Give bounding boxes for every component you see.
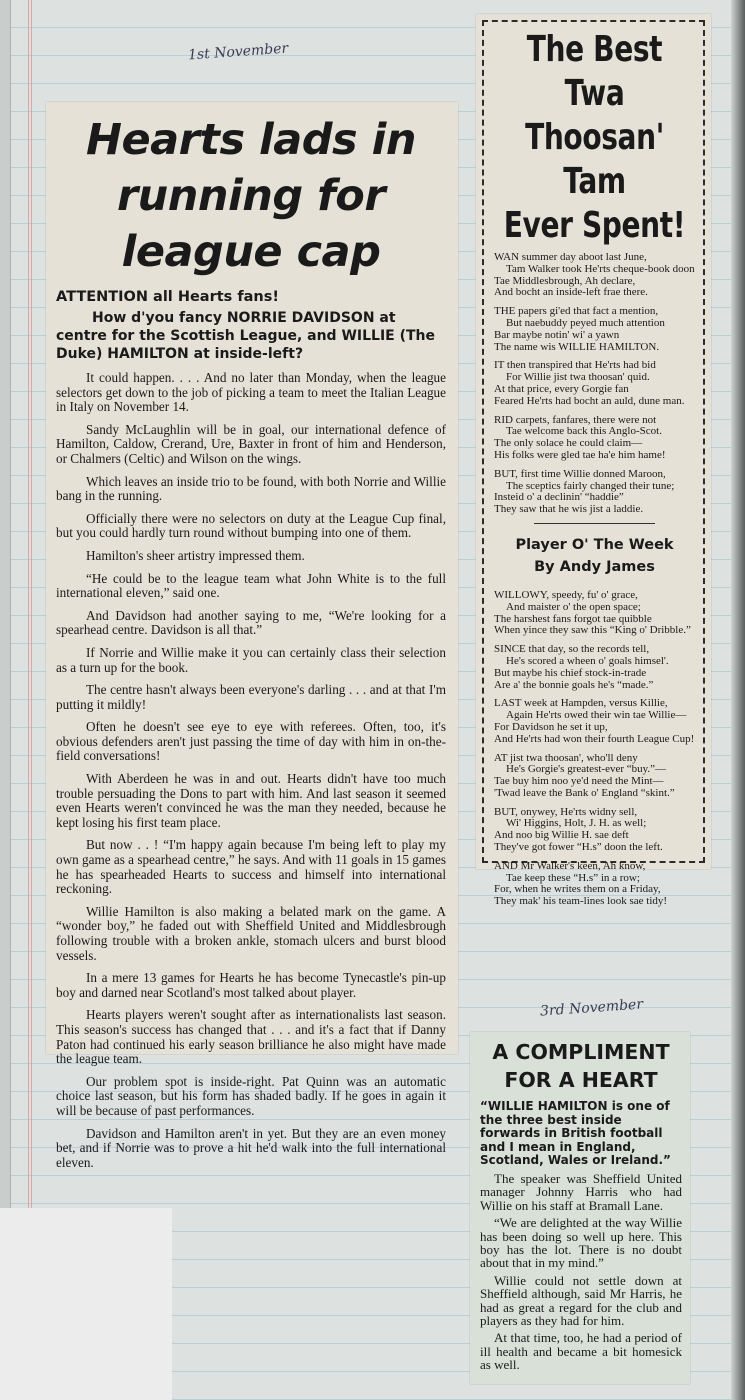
article-paragraph: With Aberdeen he was in and out. Hearts didn't have too much trouble persuading the Dons to part with him. And last season it seemed even Hearts weren't convinced he was the man they needed, because he kept losing his first team place. [56,771,446,830]
poem-stanza [494,360,695,407]
article-paragraph: It could happen. . . . And no later than Monday, when the league selectors get down to the job of picking a team to meet the Italian League in Italy on November 14. [56,370,446,415]
page-edge [731,0,745,1400]
poem-line: LAST week at Hampden, versus Killie, [494,697,668,710]
article-body [56,371,446,1170]
poem-line: And maister o' the open space; [506,600,641,613]
poem-line: When yince they saw this “King o' Dribble.” [494,624,691,637]
article-paragraph: Which leaves an inside trio to be found, with both Norrie and Willie bang in the running. [56,473,446,504]
article-paragraph: “He could be to the league team what John White is to the full international eleven,” said one. [56,570,446,601]
poem-line: WAN summer day aboot last June, [494,251,647,263]
poem-stanza [494,252,695,299]
poem-line: The harshest fans forgot tae quibble [494,612,652,625]
handwritten-date-top: 1st November [187,40,289,64]
article-paragraph: Hamilton's sheer artistry impressed them. [86,547,305,563]
clipping-hearts-lads [46,102,458,1170]
poem-stanza [494,306,695,353]
article-standfirst: How d'you fancy NORRIE DAVIDSON at centre for the Scottish League, and WILLIE (The Duke) HAMILTON at inside-left? [56,310,435,362]
poem-line: They mak' his team-lines look sae tidy! [494,895,668,908]
poem-stanza [494,807,695,854]
poem-line: His folks were gled tae ha'e him hame! [494,448,666,461]
margin-line [28,0,29,1400]
poem-line: BUT, onywey, He'rts widny sell, [494,805,638,818]
poem-stanzas-top [494,252,695,516]
divider [534,523,655,524]
poem-line: Again He'rts owed their win tae Willie— [506,709,687,722]
poem-line: And noo big Willie H. sae deft [494,829,629,842]
poem-stanzas-bottom [494,590,695,908]
poem-line: Feared He'rts had bocht an auld, dune man. [494,394,685,407]
poem-line: And bocht an inside-left frae there. [494,286,648,299]
article-paragraph: Willie Hamilton is also making a belated mark on the game. A “wonder boy,” he faded out with Sheffield United and Middlesbrough following trouble with a broken ankle, stomach ulcers and burst blood vessels. [56,903,446,963]
poem-line: The name wis WILLIE HAMILTON. [494,340,660,353]
poem-line: For Davidson he set it up, [494,720,608,733]
poem-line: For, when he writes them on a Friday, [494,883,661,896]
poem-line: He's scored a wheen o' goals himsel'. [506,654,669,667]
article-paragraph: In a mere 13 games for Hearts he has become Tynecastle's pin-up boy and darned near Scotland's most talked about player. [56,970,446,1000]
poem-line: AT jist twa thoosan', who'll deny [494,751,638,764]
poem-line: Tam Walker took He'rts cheque-book doon [506,262,695,275]
scrapbook-spine [0,0,11,1400]
article-paragraph: Hearts players weren't sought after as internationalists last season. This season's success has changed that . . . and it's a fact that if Danny Paton had continued his early season brilliance he also might have made the league team. [56,1007,446,1067]
poem-line: They saw that he wis jist a laddie. [494,503,644,516]
poem-line: He's Gorgie's greatest-ever “buy.”— [506,763,667,776]
poem-line: BUT, first time Willie donned Maroon, [494,467,666,480]
poem-line: Are a' the bonnie goals he's “made.” [494,678,654,691]
poem-stanza [494,415,695,462]
poem-line: The only solace he could claim— [494,437,643,450]
poem-byline: Player O' The Week By Andy James [515,536,674,575]
poem-stanza [494,590,695,637]
poem-line: They've got fower “H.s” doon the left. [494,841,663,854]
poem-line: But maybe his chief stock-in-trade [494,666,647,679]
article-paragraph: At that time, too, he had a period of ill health and became a bit homesick as well. [480,1330,682,1373]
poem-line: Insteid o' a declinin' “haddie” [494,491,624,504]
poem-line: But naebuddy peyed much attention [506,316,665,329]
poem-line: AND Mr Walker's keen, Ah know, [494,859,646,872]
poem-line: THE papers gi'ed that fact a mention, [494,305,659,318]
article-paragraph: But now . . ! “I'm happy again because I'm being left to play my own game as a spearhead centre,” he says. And with 11 goals in 15 games he has spearheaded Hearts to success and himself into international reckoning. [56,837,446,897]
poem-line: Tae buy him noo ye'd need the Mint— [494,775,664,788]
poem-headline: The Best Twa Thoosan' Tam Ever Spent! [503,29,686,246]
article-paragraph: Our problem spot is inside-right. Pat Quinn was an automatic choice last season, but his form has shaded badly. If he goes in again it will be because of past performances. [56,1073,446,1118]
poem-line: 'Twad leave the Bank o' England “skint.” [494,786,675,799]
handwritten-date-bottom: 3rd November [539,996,644,1020]
article-paragraph: “We are delighted at the way Willie has been doing so well up here. This boy has the lot. There is no doubt about that in my mind.” [480,1215,682,1271]
article-paragraph: Officially there were no selectors on duty at the League Cup final, but you could hardly turn round without bumping into one of them. [56,510,446,541]
poem-line: And He'rts had won their fourth League Cup! [494,732,695,745]
poem-line: Tae Middlesbrough, Ah declare, [494,274,636,287]
poem-line: Bar maybe notin' wi' a yawn [494,328,620,341]
poem-line: At that price, every Gorgie fan [494,382,629,395]
article-paragraph: Sandy McLaughlin will be in goal, our international defence of Hamilton, Caldow, Crerand, Ure, Baxter in front of him and Henderson, or Chalmers (Celtic) and Wilson on the wings. [56,421,446,466]
clipping-compliment-for-a-heart [470,1032,690,1384]
poem-frame [482,20,705,908]
margin-line [31,0,32,1400]
poem-stanza [494,753,695,800]
article-paragraph: Often he doesn't see eye to eye with referees. Often, too, it's obvious defenders aren't just passing the time of day with him in on-the-field conversations! [56,719,446,764]
article-paragraph: Davidson and Hamilton aren't in yet. But they are an even money bet, and if Norrie was to prove a hit he'd walk into the full international eleven. [56,1125,446,1170]
poem-line: SINCE that day, so the records tell, [494,643,650,656]
poem-stanza [494,861,695,908]
poem-line: Wi' Higgins, Holt, J. H. as well; [506,817,647,830]
article-intro: ATTENTION all Hearts fans! [56,289,279,305]
poem-stanza [494,698,695,745]
clipping-best-twa-thoosan [476,14,711,908]
article-paragraph: And Davidson had another saying to me, “We're looking for a spearhead centre. Davidson is all that.” [56,607,446,638]
poem-line: Tae keep these “H.s” in a row; [506,871,640,884]
article-headline: A COMPLIMENT FOR A HEART [492,1040,670,1092]
article-paragraph: If Norrie and Willie make it you can certainly class their selection as a turn up for the book. [56,644,446,675]
poem-line: RID carpets, fanfares, there were not [494,413,657,426]
article-headline: Hearts lads in running for league cap [86,115,416,277]
poem-stanza [494,469,695,516]
poem-line: Tae welcome back this Anglo-Scot. [506,425,662,438]
article-paragraph: The centre hasn't always been everyone's darling . . . and at that I'm putting it mildly! [56,682,446,712]
corner-patch [0,1208,172,1400]
poem-line: For Willie jist twa thoosan' quid. [506,371,650,384]
article-paragraph: The speaker was Sheffield United manager Johnny Harris who had Willie on his staff at Bramall Lane. [480,1170,682,1213]
poem-line: The sceptics fairly changed their tune; [506,479,675,492]
poem-stanza [494,644,695,691]
poem-line: IT then transpired that He'rts had bid [494,359,656,372]
article-lead: “WILLIE HAMILTON is one of the three best inside forwards in British football and I mean in England, Scotland, Wales or Ireland.” [480,1099,671,1168]
poem-line: WILLOWY, speedy, fu' o' grace, [494,588,638,601]
article-paragraph: Willie could not settle down at Sheffield although, said Mr Harris, he had as great a regard for the club and players as they had for him. [480,1272,682,1329]
